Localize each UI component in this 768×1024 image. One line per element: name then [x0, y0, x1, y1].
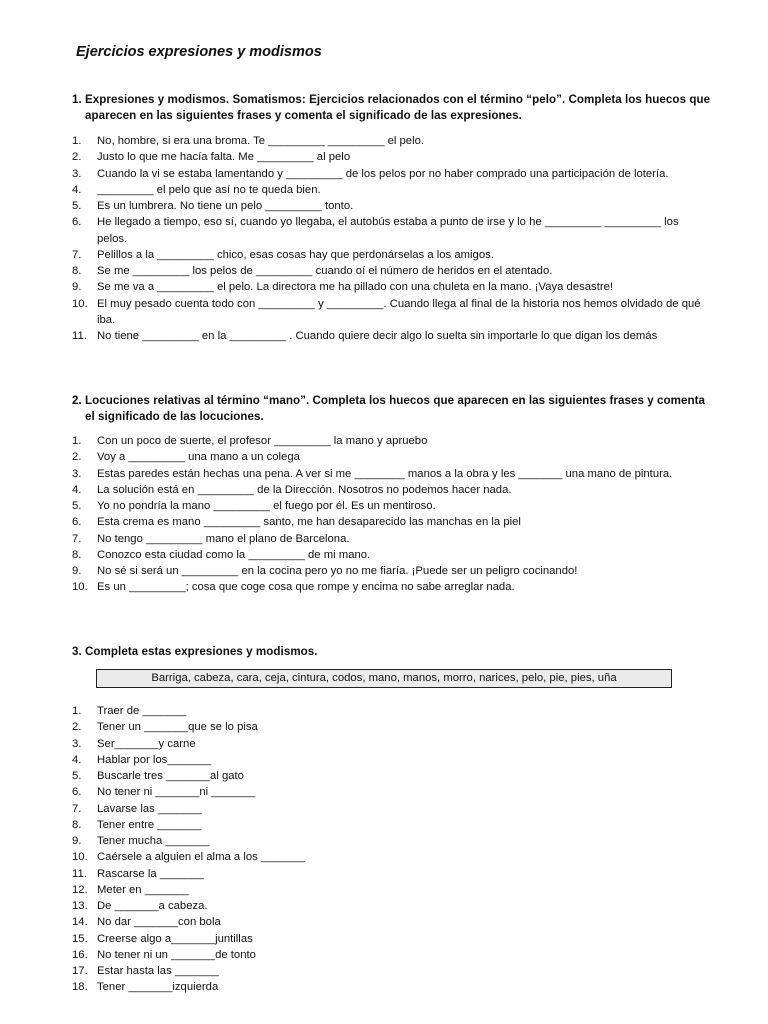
item-number: 4.: [72, 753, 82, 766]
exercise-item: [72, 328, 702, 344]
item-number: 2.: [72, 151, 82, 164]
item-number: 10.: [72, 581, 88, 594]
exercise-item: [72, 531, 702, 547]
item-text: Tener _______izquierda: [97, 981, 219, 994]
item-text: Yo no pondría la mano _________ el fuego por él. Es un mentiroso.: [97, 500, 436, 512]
item-number: 2.: [72, 451, 82, 464]
item-number: 8.: [72, 818, 82, 831]
item-text: No tener ni un _______de tonto: [97, 948, 256, 961]
exercise-item: [72, 263, 702, 279]
exercise-item: [72, 703, 702, 719]
item-text: Se me _________ los pelos de _________ cuando oí el número de heridos en el atentado.: [97, 265, 553, 277]
section-heading-text: Completa estas expresiones y modismos.: [85, 645, 318, 658]
item-number: 6.: [72, 786, 82, 799]
item-text: Tener mucha _______: [97, 835, 210, 847]
exercise-item: [72, 563, 702, 579]
item-text: No, hombre, si era una broma. Te _________ _________ el pelo.: [97, 135, 425, 147]
item-number: 9.: [72, 565, 82, 577]
item-number: 12.: [72, 883, 88, 896]
item-text: La solución está en _________ de la Dirección. Nosotros no podemos hacer nada.: [97, 483, 512, 496]
item-number: 6.: [72, 516, 82, 529]
exercise-item: [72, 514, 702, 530]
exercise-item: [72, 166, 702, 182]
exercise-item: [72, 433, 702, 449]
item-text: Creerse algo a_______juntillas: [97, 932, 253, 945]
exercise-item: [72, 817, 702, 833]
exercise-item: [72, 979, 702, 995]
item-number: 5.: [72, 200, 82, 212]
exercise-item: [72, 182, 702, 198]
section-2-heading: [72, 393, 712, 425]
item-number: 4.: [72, 483, 82, 496]
item-number: 3.: [72, 737, 82, 750]
item-text: Justo lo que me hacía falta. Me _________ al pelo: [97, 151, 351, 164]
item-text: Hablar por los_______: [97, 753, 212, 766]
item-text: Cuando la vi se estaba lamentando y _________ de los pelos por no haber comprado una participación de lotería.: [97, 167, 669, 180]
item-number: 8.: [72, 265, 82, 277]
exercise-item: [72, 963, 702, 979]
item-number: 7.: [72, 532, 82, 545]
exercise-item: [72, 149, 702, 165]
item-text: No tengo _________ mano el plano de Barcelona.: [97, 532, 350, 545]
item-text: _________ el pelo que así no te queda bien.: [97, 183, 321, 196]
item-text: Estas paredes están hechas una pena. A ver si me ________ manos a la obra y les _______ una mano de pintura.: [97, 467, 673, 480]
item-text: Meter en _______: [97, 883, 189, 896]
section-number: 1.: [72, 93, 82, 106]
item-text: Es un lumbrera. No tiene un pelo _________ tonto.: [97, 200, 354, 212]
item-number: 10.: [72, 851, 88, 864]
item-text: Lavarse las _______: [97, 802, 202, 815]
item-number: 1.: [72, 435, 82, 447]
exercise-item: [72, 833, 702, 849]
item-number: 4.: [72, 183, 82, 196]
exercise-item: [72, 198, 702, 214]
exercise-item: [72, 498, 702, 514]
item-text: Esta crema es mano _________ santo, me han desaparecido las manchas en la piel: [97, 516, 521, 529]
exercise-item: [72, 752, 702, 768]
item-text: De _______a cabeza.: [97, 900, 208, 912]
section-3-list: [72, 703, 702, 996]
document-title: Ejercicios expresiones y modismos: [76, 44, 322, 60]
word-bank-box: Barriga, cabeza, cara, ceja, cintura, codos, mano, manos, morro, narices, pelo, pie, pies, uña: [96, 669, 672, 688]
exercise-item: [72, 214, 702, 247]
item-number: 1.: [72, 135, 82, 147]
section-3-heading: [72, 644, 712, 660]
exercise-item: [72, 482, 702, 498]
item-number: 7.: [72, 248, 82, 261]
exercise-item: [72, 784, 702, 800]
item-number: 15.: [72, 932, 88, 945]
section-number: 2.: [72, 394, 82, 407]
item-number: 10.: [72, 297, 88, 310]
item-number: 11.: [72, 330, 87, 342]
item-text: Ser_______y carne: [97, 737, 196, 750]
item-text: Rascarse la _______: [97, 867, 204, 880]
section-2-list: [72, 433, 702, 596]
item-number: 6.: [72, 216, 82, 229]
item-number: 9.: [72, 835, 82, 847]
item-number: 8.: [72, 548, 82, 561]
item-number: 7.: [72, 802, 82, 815]
item-text: Se me va a _________ el pelo. La directora me ha pillado con una chuleta en la mano. ¡Vaya desastre!: [97, 281, 614, 294]
exercise-item: [72, 768, 702, 784]
item-text: Conozco esta ciudad como la _________ de mi mano.: [97, 548, 371, 561]
item-text: El muy pesado cuenta todo con _________ y _________. Cuando llega al final de la historia nos hemos olvidado de qué iba.: [97, 297, 701, 326]
item-number: 18.: [72, 981, 88, 994]
exercise-item: [72, 247, 702, 263]
item-text: No sé si será un _________ en la cocina pero yo no me fiaría. ¡Puede ser un peligro cocinando!: [97, 565, 578, 577]
exercise-item: [72, 547, 702, 563]
exercise-item: [72, 914, 702, 930]
item-number: 14.: [72, 916, 88, 929]
item-text: Tener un _______que se lo pisa: [97, 721, 258, 734]
item-number: 3.: [72, 467, 82, 480]
item-number: 3.: [72, 167, 82, 180]
exercise-item: [72, 466, 702, 482]
exercise-item: [72, 579, 702, 595]
exercise-item: [72, 882, 702, 898]
exercise-item: [72, 898, 702, 914]
item-number: 1.: [72, 705, 82, 717]
item-number: 16.: [72, 948, 88, 961]
section-number: 3.: [72, 645, 82, 658]
item-text: No tiene _________ en la _________ . Cuando quiere decir algo lo suelta sin importarle lo que digan los demás: [97, 330, 658, 342]
item-number: 17.: [72, 965, 88, 977]
section-1-list: [72, 133, 702, 344]
exercise-item: [72, 449, 702, 465]
exercise-item: [72, 736, 702, 752]
section-heading-text: Expresiones y modismos. Somatismos: Ejercicios relacionados con el término “pelo”. Completa los huecos que aparecen en las siguientes frases y comenta el significado de las expresiones.: [85, 93, 711, 122]
item-text: He llegado a tiempo, eso sí, cuando yo llegaba, el autobús estaba a punto de irse y lo he _________ _________ los pelos.: [97, 216, 679, 245]
item-text: Pelillos a la _________ chico, esas cosas hay que perdonárselas a los amigos.: [97, 248, 494, 261]
item-text: Estar hasta las _______: [97, 965, 219, 977]
item-number: 2.: [72, 721, 82, 734]
exercise-item: [72, 931, 702, 947]
exercise-item: [72, 296, 702, 329]
item-number: 5.: [72, 770, 82, 782]
exercise-item: [72, 801, 702, 817]
exercise-item: [72, 866, 702, 882]
item-number: 9.: [72, 281, 82, 294]
item-text: Es un _________; cosa que coge cosa que rompe y encima no sabe arreglar nada.: [97, 581, 515, 594]
section-1-heading: [72, 92, 712, 124]
exercise-item: [72, 947, 702, 963]
item-number: 5.: [72, 500, 82, 512]
item-text: No dar _______con bola: [97, 916, 221, 929]
item-text: Buscarle tres _______al gato: [97, 770, 244, 782]
item-number: 13.: [72, 900, 88, 912]
exercise-item: [72, 279, 702, 295]
item-text: Con un poco de suerte, el profesor _________ la mano y apruebo: [97, 435, 428, 447]
exercise-item: [72, 849, 702, 865]
item-text: Traer de _______: [97, 705, 187, 717]
item-text: Tener entre _______: [97, 818, 202, 831]
exercise-item: [72, 133, 702, 149]
section-heading-text: Locuciones relativas al término “mano”. Completa los huecos que aparecen en las siguientes frases y comenta el significado de las locuciones.: [85, 394, 706, 423]
item-number: 11.: [72, 867, 87, 880]
item-text: Voy a _________ una mano a un colega: [97, 451, 300, 464]
item-text: No tener ni _______ni _______: [97, 786, 256, 799]
item-text: Caérsele a alguien el alma a los _______: [97, 851, 305, 864]
exercise-item: [72, 719, 702, 735]
